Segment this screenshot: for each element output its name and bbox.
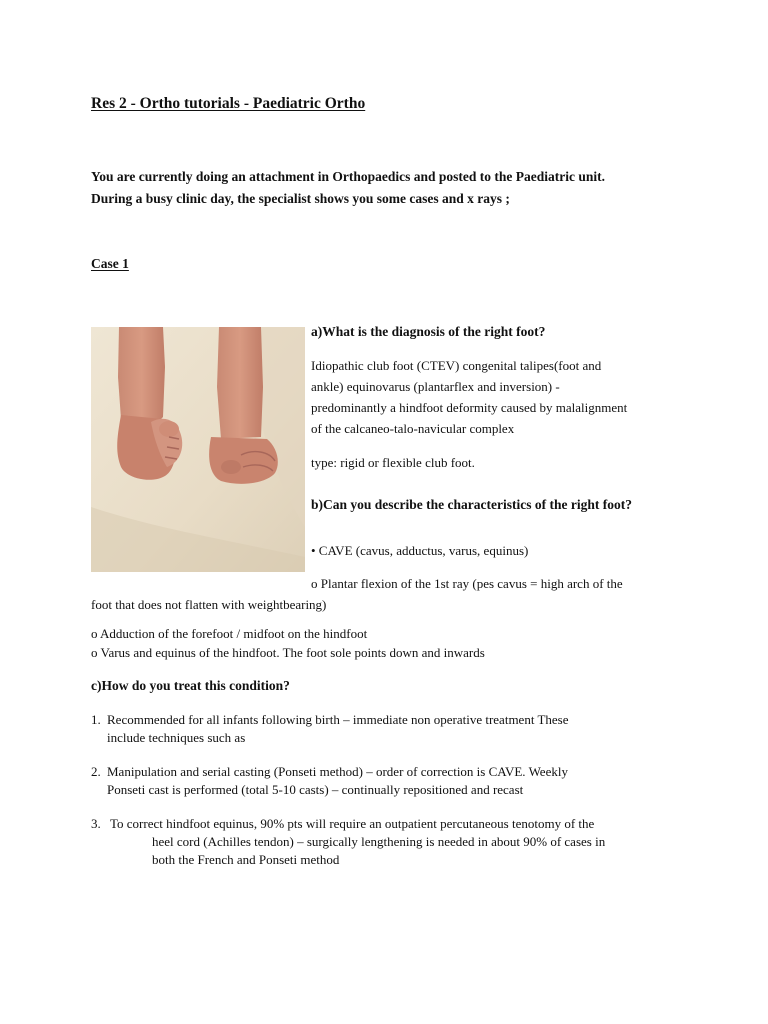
treatment-line: Recommended for all infants following birth – immediate non operative treatment These bbox=[107, 712, 569, 727]
plantar-flexion-item bbox=[91, 573, 623, 615]
plantar-line: foot that does not flatten with weightbearing) bbox=[91, 597, 327, 612]
answer-a-type: type: rigid or flexible club foot. bbox=[311, 455, 475, 470]
treatment-number: 3. bbox=[91, 816, 101, 831]
treatment-line: To correct hindfoot equinus, 90% pts will require an outpatient percutaneous tenotomy of the bbox=[110, 816, 595, 831]
treatment-line: Manipulation and serial casting (Ponseti method) – order of correction is CAVE. Weekly bbox=[107, 764, 568, 779]
treatment-line: both the French and Ponseti method bbox=[152, 852, 340, 867]
question-c: c)How do you treat this condition? bbox=[91, 678, 290, 693]
treatment-line: Ponseti cast is performed (total 5-10 casts) – continually repositioned and recast bbox=[107, 782, 524, 797]
answer-a-line: Idiopathic club foot (CTEV) congenital talipes(foot and bbox=[311, 358, 602, 373]
question-b: b)Can you describe the characteristics of the right foot? bbox=[311, 497, 632, 512]
varus-item: o Varus and equinus of the hindfoot. The foot sole points down and inwards bbox=[91, 645, 485, 660]
clubfoot-photo bbox=[91, 327, 305, 572]
document-title: Res 2 - Ortho tutorials - Paediatric Ortho bbox=[91, 95, 366, 112]
adduction-item: o Adduction of the forefoot / midfoot on the hindfoot bbox=[91, 626, 368, 641]
cave-bullet: • CAVE (cavus, adductus, varus, equinus) bbox=[311, 543, 529, 558]
intro-line: During a busy clinic day, the specialist shows you some cases and x rays ; bbox=[91, 191, 510, 206]
treatment-line: heel cord (Achilles tendon) – surgically lengthening is needed in about 90% of cases in bbox=[152, 834, 606, 849]
plantar-line: o Plantar flexion of the 1st ray (pes cavus = high arch of the bbox=[311, 576, 623, 591]
intro-line: You are currently doing an attachment in Orthopaedics and posted to the Paediatric unit. bbox=[91, 169, 606, 184]
treatment-number: 2. bbox=[91, 764, 101, 779]
answer-a bbox=[311, 355, 627, 439]
case-heading: Case 1 bbox=[91, 256, 129, 271]
intro-paragraph bbox=[91, 166, 711, 210]
answer-a-line: predominantly a hindfoot deformity caused by malalignment bbox=[311, 400, 628, 415]
treatment-number: 1. bbox=[91, 712, 101, 727]
answer-a-line: ankle) equinovarus (plantarflex and inversion) - bbox=[311, 379, 560, 394]
treatment-line: include techniques such as bbox=[107, 730, 246, 745]
question-a: a)What is the diagnosis of the right foot? bbox=[311, 324, 546, 339]
answer-a-line: of the calcaneo-talo-navicular complex bbox=[311, 421, 515, 436]
